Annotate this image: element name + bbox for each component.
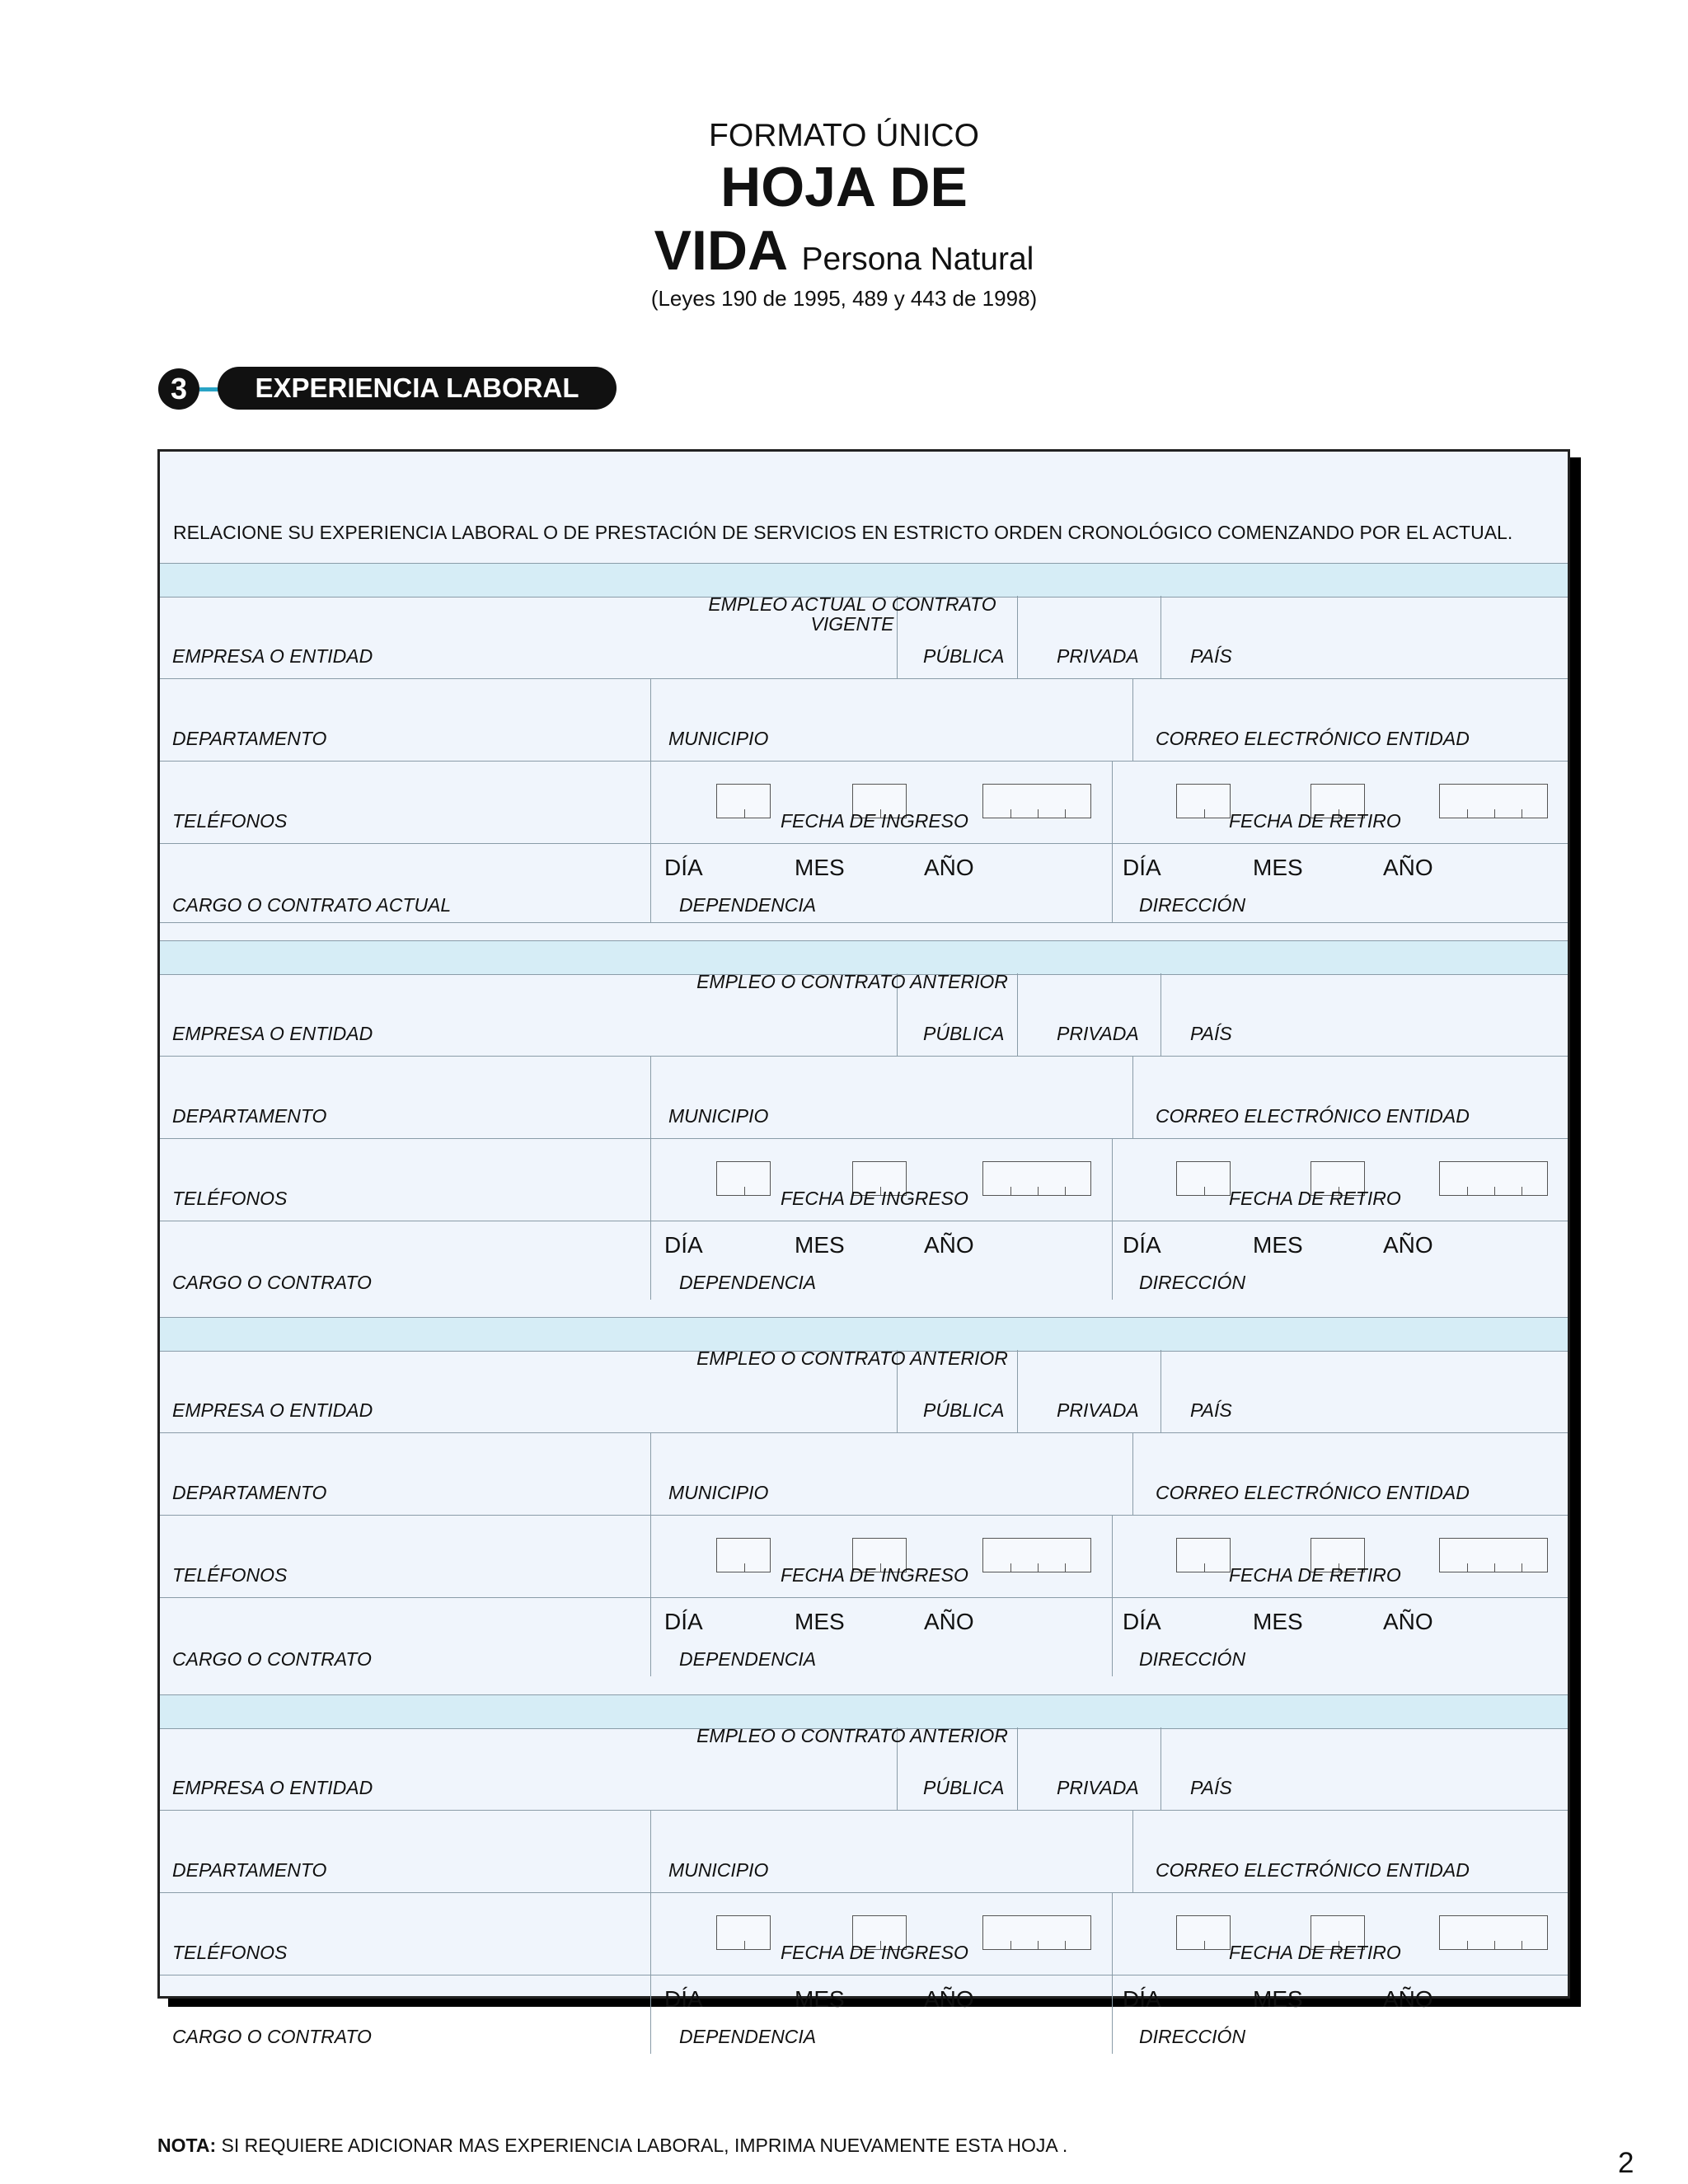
label-correo: CORREO ELECTRÓNICO ENTIDAD [1156, 1105, 1470, 1127]
label-dia-ingreso: DÍA [664, 1986, 703, 2012]
tick-mark [1038, 809, 1039, 818]
label-departamento: DEPARTAMENTO [172, 1105, 327, 1127]
tick-mark [1467, 809, 1468, 818]
divider [160, 1432, 1568, 1433]
label-anio-retiro: AÑO [1383, 1609, 1433, 1634]
retiro-anio-input[interactable] [1439, 784, 1548, 818]
divider [650, 1515, 651, 1676]
label-dia-retiro: DÍA [1123, 1986, 1161, 2012]
block-heading: EMPLEO O CONTRATO ANTERIOR [696, 971, 1008, 992]
divider [650, 1056, 651, 1138]
form-instructions: RELACIONE SU EXPERIENCIA LABORAL O DE PRESTACIÓN DE SERVICIOS EN ESTRICTO ORDEN CRONOLÓGICO COMENZANDO POR EL ACTUAL. [173, 522, 1513, 543]
tick-mark [1204, 1187, 1205, 1195]
block-band [160, 940, 1568, 975]
label-direccion: DIRECCIÓN [1139, 1272, 1246, 1293]
divider [1132, 678, 1133, 761]
divider [160, 843, 1568, 844]
label-fecha-ingreso: FECHA DE INGRESO [781, 1564, 968, 1586]
label-cargo: CARGO O CONTRATO [172, 1272, 372, 1293]
tick-mark [744, 1187, 745, 1195]
label-mes-retiro: MES [1253, 1232, 1303, 1258]
label-anio-ingreso: AÑO [924, 1986, 974, 2012]
block-band [160, 563, 1568, 598]
label-dia-ingreso: DÍA [664, 1232, 703, 1258]
tick-mark [1065, 1563, 1066, 1572]
divider [1160, 1350, 1161, 1432]
form-title-vida: VIDA [654, 219, 786, 282]
tick-mark [1467, 1941, 1468, 1949]
label-publica: PÚBLICA [923, 1023, 1005, 1044]
divider [160, 1597, 1568, 1598]
block-heading: EMPLEO O CONTRATO ANTERIOR [696, 1725, 1008, 1746]
label-direccion: DIRECCIÓN [1139, 894, 1246, 916]
label-mes-retiro: MES [1253, 1609, 1303, 1634]
divider [160, 1810, 1568, 1811]
divider [1132, 1056, 1133, 1138]
label-privada: PRIVADA [1057, 645, 1139, 667]
label-correo: CORREO ELECTRÓNICO ENTIDAD [1156, 1482, 1470, 1503]
divider [160, 1056, 1568, 1057]
block-band [160, 1317, 1568, 1352]
tick-mark [1010, 809, 1011, 818]
label-fecha-retiro: FECHA DE RETIRO [1229, 1564, 1401, 1586]
label-publica: PÚBLICA [923, 1777, 1005, 1798]
label-departamento: DEPARTAMENTO [172, 1482, 327, 1503]
tick-mark [1038, 1941, 1039, 1949]
label-pais: PAÍS [1190, 1023, 1232, 1044]
label-dependencia: DEPENDENCIA [679, 894, 817, 916]
label-departamento: DEPARTAMENTO [172, 1859, 327, 1881]
retiro-dia-input[interactable] [1176, 1915, 1231, 1950]
label-dia-retiro: DÍA [1123, 1609, 1161, 1634]
divider [1017, 973, 1018, 1056]
divider [650, 1138, 651, 1300]
tick-mark [1467, 1563, 1468, 1572]
label-mes-ingreso: MES [795, 1609, 845, 1634]
label-direccion: DIRECCIÓN [1139, 1648, 1246, 1670]
label-privada: PRIVADA [1057, 1777, 1139, 1798]
divider [1112, 1138, 1113, 1300]
tick-mark [1010, 1187, 1011, 1195]
divider [1160, 1727, 1161, 1810]
label-empresa: EMPRESA O ENTIDAD [172, 1777, 373, 1798]
ingreso-dia-input[interactable] [716, 1538, 771, 1572]
label-fecha-ingreso: FECHA DE INGRESO [781, 1188, 968, 1209]
label-dia-retiro: DÍA [1123, 1232, 1161, 1258]
ingreso-dia-input[interactable] [716, 1915, 771, 1950]
tick-mark [1065, 1941, 1066, 1949]
retiro-anio-input[interactable] [1439, 1538, 1548, 1572]
block-heading: EMPLEO ACTUAL O CONTRATO VIGENTE [708, 593, 996, 635]
label-telefonos: TELÉFONOS [172, 1942, 288, 1963]
tick-mark [1494, 1563, 1495, 1572]
form-title-line3 [0, 218, 1688, 283]
tick-mark [1065, 809, 1066, 818]
label-dependencia: DEPENDENCIA [679, 2026, 817, 2047]
label-telefonos: TELÉFONOS [172, 1564, 288, 1586]
retiro-anio-input[interactable] [1439, 1161, 1548, 1196]
form-laws: (Leyes 190 de 1995, 489 y 443 de 1998) [650, 286, 1038, 311]
label-publica: PÚBLICA [923, 1399, 1005, 1421]
tick-mark [1204, 1941, 1205, 1949]
label-dia-ingreso: DÍA [664, 1609, 703, 1634]
tick-mark [1065, 1187, 1066, 1195]
page-number: 2 [1618, 2147, 1634, 2179]
divider [160, 1515, 1568, 1516]
tick-mark [1467, 1187, 1468, 1195]
footer-note-label: NOTA: [157, 2135, 217, 2156]
block-band [160, 1694, 1568, 1729]
label-anio-retiro: AÑO [1383, 1986, 1433, 2012]
label-telefonos: TELÉFONOS [172, 1188, 288, 1209]
label-dia-ingreso: DÍA [664, 855, 703, 880]
divider [160, 678, 1568, 679]
label-mes-ingreso: MES [795, 1986, 845, 2012]
label-correo: CORREO ELECTRÓNICO ENTIDAD [1156, 1859, 1470, 1881]
label-privada: PRIVADA [1057, 1023, 1139, 1044]
divider [160, 761, 1568, 762]
label-anio-retiro: AÑO [1383, 855, 1433, 880]
tick-mark [1010, 1563, 1011, 1572]
divider [1112, 1515, 1113, 1676]
divider [650, 678, 651, 761]
label-municipio: MUNICIPIO [668, 1482, 769, 1503]
label-cargo: CARGO O CONTRATO ACTUAL [172, 894, 452, 916]
tick-mark [1494, 1187, 1495, 1195]
label-pais: PAÍS [1190, 1399, 1232, 1421]
label-telefonos: TELÉFONOS [172, 810, 288, 832]
form-title-line1: FORMATO ÚNICO [709, 118, 979, 153]
divider [160, 922, 1568, 923]
divider [160, 1892, 1568, 1893]
ingreso-anio-input[interactable] [982, 1538, 1091, 1572]
label-fecha-retiro: FECHA DE RETIRO [1229, 1942, 1401, 1963]
divider [160, 1138, 1568, 1139]
divider [1132, 1432, 1133, 1515]
tick-mark [1038, 1563, 1039, 1572]
ingreso-dia-input[interactable] [716, 1161, 771, 1196]
section-connector [199, 387, 219, 391]
label-mes-retiro: MES [1253, 855, 1303, 880]
tick-mark [1494, 809, 1495, 818]
retiro-dia-input[interactable] [1176, 784, 1231, 818]
divider [650, 1810, 651, 1892]
divider [650, 1432, 651, 1515]
tick-mark [1494, 1941, 1495, 1949]
tick-mark [744, 1563, 745, 1572]
divider [1017, 596, 1018, 678]
tick-mark [744, 1941, 745, 1949]
label-empresa: EMPRESA O ENTIDAD [172, 645, 373, 667]
tick-mark [744, 809, 745, 818]
divider [1160, 596, 1161, 678]
label-mes-retiro: MES [1253, 1986, 1303, 2012]
footer-note-text: SI REQUIERE ADICIONAR MAS EXPERIENCIA LABORAL, IMPRIMA NUEVAMENTE ESTA HOJA . [216, 2135, 1068, 2156]
label-dependencia: DEPENDENCIA [679, 1272, 817, 1293]
label-mes-ingreso: MES [795, 855, 845, 880]
label-cargo: CARGO O CONTRATO [172, 2026, 372, 2047]
divider [1017, 1350, 1018, 1432]
tick-mark [1038, 1187, 1039, 1195]
label-fecha-retiro: FECHA DE RETIRO [1229, 1188, 1401, 1209]
tick-mark [1204, 1563, 1205, 1572]
block-heading: EMPLEO O CONTRATO ANTERIOR [696, 1347, 1008, 1369]
label-municipio: MUNICIPIO [668, 1105, 769, 1127]
divider [1112, 761, 1113, 922]
label-departamento: DEPARTAMENTO [172, 728, 327, 749]
retiro-dia-input[interactable] [1176, 1161, 1231, 1196]
divider [1112, 1892, 1113, 2054]
label-direccion: DIRECCIÓN [1139, 2026, 1246, 2047]
divider [1017, 1727, 1018, 1810]
divider [650, 1892, 651, 2054]
ingreso-anio-input[interactable] [982, 1915, 1091, 1950]
ingreso-anio-input[interactable] [982, 784, 1091, 818]
label-fecha-retiro: FECHA DE RETIRO [1229, 810, 1401, 832]
form-subtitle: Persona Natural [801, 241, 1034, 277]
label-anio-ingreso: AÑO [924, 855, 974, 880]
form-title-line2: HOJA DE [720, 156, 968, 218]
divider [1132, 1810, 1133, 1892]
label-pais: PAÍS [1190, 645, 1232, 667]
label-municipio: MUNICIPIO [668, 1859, 769, 1881]
ingreso-dia-input[interactable] [716, 784, 771, 818]
divider [1160, 973, 1161, 1056]
label-cargo: CARGO O CONTRATO [172, 1648, 372, 1670]
retiro-dia-input[interactable] [1176, 1538, 1231, 1572]
section-title: EXPERIENCIA LABORAL [218, 367, 617, 410]
label-municipio: MUNICIPIO [668, 728, 769, 749]
label-fecha-ingreso: FECHA DE INGRESO [781, 810, 968, 832]
retiro-anio-input[interactable] [1439, 1915, 1548, 1950]
label-privada: PRIVADA [1057, 1399, 1139, 1421]
label-empresa: EMPRESA O ENTIDAD [172, 1399, 373, 1421]
label-fecha-ingreso: FECHA DE INGRESO [781, 1942, 968, 1963]
label-anio-retiro: AÑO [1383, 1232, 1433, 1258]
label-anio-ingreso: AÑO [924, 1232, 974, 1258]
label-dia-retiro: DÍA [1123, 855, 1161, 880]
section-number-badge: 3 [158, 368, 199, 410]
label-mes-ingreso: MES [795, 1232, 845, 1258]
divider [650, 761, 651, 922]
ingreso-anio-input[interactable] [982, 1161, 1091, 1196]
label-anio-ingreso: AÑO [924, 1609, 974, 1634]
label-publica: PÚBLICA [923, 645, 1005, 667]
tick-mark [1010, 1941, 1011, 1949]
label-dependencia: DEPENDENCIA [679, 1648, 817, 1670]
label-correo: CORREO ELECTRÓNICO ENTIDAD [1156, 728, 1470, 749]
footer-note [157, 2135, 1067, 2157]
label-pais: PAÍS [1190, 1777, 1232, 1798]
label-empresa: EMPRESA O ENTIDAD [172, 1023, 373, 1044]
experience-form [157, 449, 1570, 2047]
tick-mark [1204, 809, 1205, 818]
